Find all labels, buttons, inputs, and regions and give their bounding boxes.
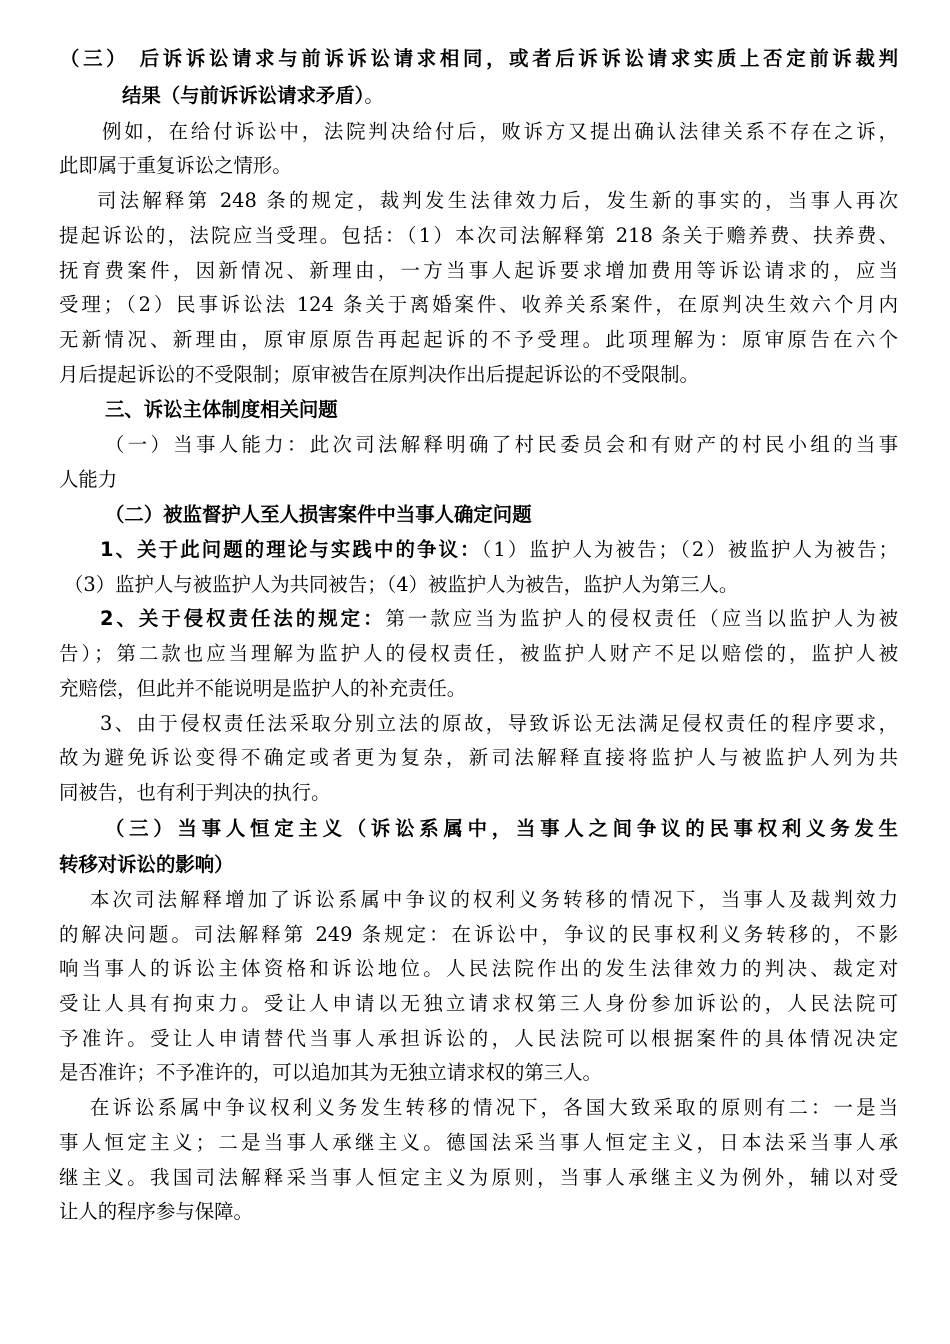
paragraph-text: （一）当事人能力：此次司法解释明确了村民委员会和有财产的村民小组的当事: [105, 433, 898, 456]
paragraph-line: [59, 468, 898, 492]
section-heading: [105, 398, 898, 422]
paragraph-line: [97, 189, 898, 213]
paragraph-text: 充赔偿，但此并不能说明是监护人的补充责任。: [59, 677, 467, 700]
heading-line-1: [60, 47, 898, 71]
paragraph-line: [59, 1200, 898, 1224]
paragraph-line: [59, 746, 898, 770]
paragraph-text: 月后提起诉讼的不受限制；原审被告在原判决作出后提起诉讼的不受限制。: [59, 363, 699, 386]
paragraph-line: [59, 677, 898, 701]
paragraph-line: [59, 923, 898, 947]
paragraph-text: 让人的程序参与保障。: [59, 1200, 253, 1223]
paragraph-line: [59, 154, 898, 178]
lead-in-text: 1、关于此问题的理论与实践中的争议：: [100, 538, 482, 561]
paragraph-line: [59, 1166, 898, 1190]
paragraph-line: [64, 573, 898, 597]
paragraph-text: 本次司法解释增加了诉讼系属中争议的权利义务转移的情况下，当事人及裁判效力: [90, 888, 898, 911]
paragraph-text: 是否准许；不予准许的，可以追加其为无独立请求权的第三人。: [59, 1061, 602, 1084]
paragraph-text: 3、由于侵权责任法采取分别立法的原故，导致诉讼无法满足侵权责任的程序要求，: [100, 712, 898, 735]
heading-line-2: [122, 84, 898, 108]
subsection-heading: [59, 853, 898, 877]
subsection-heading: [105, 503, 898, 527]
paragraph-line: [59, 1061, 898, 1085]
paragraph-text: 继主义。我国司法解释采当事人恒定主义为原则，当事人承继主义为例外，辅以对受: [59, 1166, 898, 1189]
paragraph-text: 此即属于重复诉讼之情形。: [59, 154, 292, 177]
paragraph-text: （1）监护人为被告；（2）被监护人为被告；: [481, 538, 898, 561]
subsection-heading-text: （三）当事人恒定主义（诉讼系属中，当事人之间争议的民事权利义务发生: [105, 817, 898, 840]
paragraph-line: [59, 224, 898, 248]
heading-text: （三） 后诉诉讼请求与前诉诉讼请求相同，或者后诉诉讼请求实质上否定前诉裁判: [60, 47, 898, 70]
paragraph-text: 司法解释第 248 条的规定，裁判发生法律效力后，发生新的事实的，当事人再次: [97, 189, 898, 212]
paragraph-line: [105, 433, 898, 457]
paragraph-text: 故为避免诉讼变得不确定或者更为复杂，新司法解释直接将监护人与被监护人列为共: [59, 746, 898, 769]
paragraph-line: [59, 363, 898, 387]
paragraph-line: [100, 538, 898, 562]
paragraph-text: 在诉讼系属中争议权利义务发生转移的情况下，各国大致采取的原则有二：一是当: [90, 1096, 898, 1119]
paragraph-text: 抚育费案件，因新情况、新理由，一方当事人起诉要求增加费用等诉讼请求的，应当: [59, 259, 898, 282]
paragraph-line: [102, 120, 898, 144]
paragraph-line: [59, 781, 898, 805]
paragraph-text: 无新情况、新理由，原审原原告再起起诉的不予受理。此项理解为：原审原告在六个: [59, 328, 898, 351]
paragraph-text: 第一款应当为监护人的侵权责任（应当以监护人为被: [385, 607, 898, 630]
subsection-heading: [105, 817, 898, 841]
paragraph-line: [59, 259, 898, 283]
paragraph-text: 告）；第二款也应当理解为监护人的侵权责任，被监护人财产不足以赔偿的，监护人被: [59, 642, 898, 665]
paragraph-line: [59, 642, 898, 666]
heading-text: 结果（与前诉诉讼请求矛盾）: [122, 84, 365, 107]
paragraph-text: 同被告，也有利于判决的执行。: [59, 781, 331, 804]
paragraph-text: 例如，在给付诉讼中，法院判决给付后，败诉方又提出确认法律关系不存在之诉，: [102, 120, 898, 143]
paragraph-line: [59, 1027, 898, 1051]
paragraph-line: [100, 712, 898, 736]
paragraph-text: 事人恒定主义；二是当事人承继主义。德国法采当事人恒定主义，日本法采当事人承: [59, 1131, 898, 1154]
subsection-heading-text: 转移对诉讼的影响）: [59, 853, 234, 876]
paragraph-text: 予准许。受让人申请替代当事人承担诉讼的，人民法院可以根据案件的具体情况决定: [59, 1027, 898, 1050]
paragraph-text: 受让人具有拘束力。受让人申请以无独立请求权第三人身份参加诉讼的，人民法院可: [59, 992, 898, 1015]
subsection-heading-text: （二）被监督护人至人损害案件中当事人确定问题: [105, 503, 532, 526]
paragraph-text: 受理；（2）民事诉讼法 124 条关于离婚案件、收养关系案件，在原判决生效六个月内: [59, 293, 898, 316]
paragraph-line: [90, 888, 898, 912]
section-heading-text: 三、诉讼主体制度相关问题: [105, 398, 338, 421]
paragraph-line: [59, 992, 898, 1016]
paragraph-line: [100, 607, 898, 631]
paragraph-line: [59, 293, 898, 317]
paragraph-text: 的解决问题。司法解释第 249 条规定：在诉讼中，争议的民事权利义务转移的，不影: [59, 923, 898, 946]
paragraph-text: 提起诉讼的，法院应当受理。包括：（1）本次司法解释第 218 条关于赡养费、扶养费、: [59, 224, 898, 247]
lead-in-text: 2、关于侵权责任法的规定：: [100, 607, 386, 630]
paragraph-line: [59, 957, 898, 981]
paragraph-text: 人能力: [59, 468, 118, 491]
paragraph-text: 响当事人的诉讼主体资格和诉讼地位。人民法院作出的发生法律效力的判决、裁定对: [59, 957, 898, 980]
paragraph-line: [90, 1096, 898, 1120]
paragraph-line: [59, 1131, 898, 1155]
punctuation-text: 。: [364, 84, 384, 107]
paragraph-text: （3）监护人与被监护人为共同被告；（4）被监护人为被告，监护人为第三人。: [64, 573, 739, 596]
paragraph-line: [59, 328, 898, 352]
